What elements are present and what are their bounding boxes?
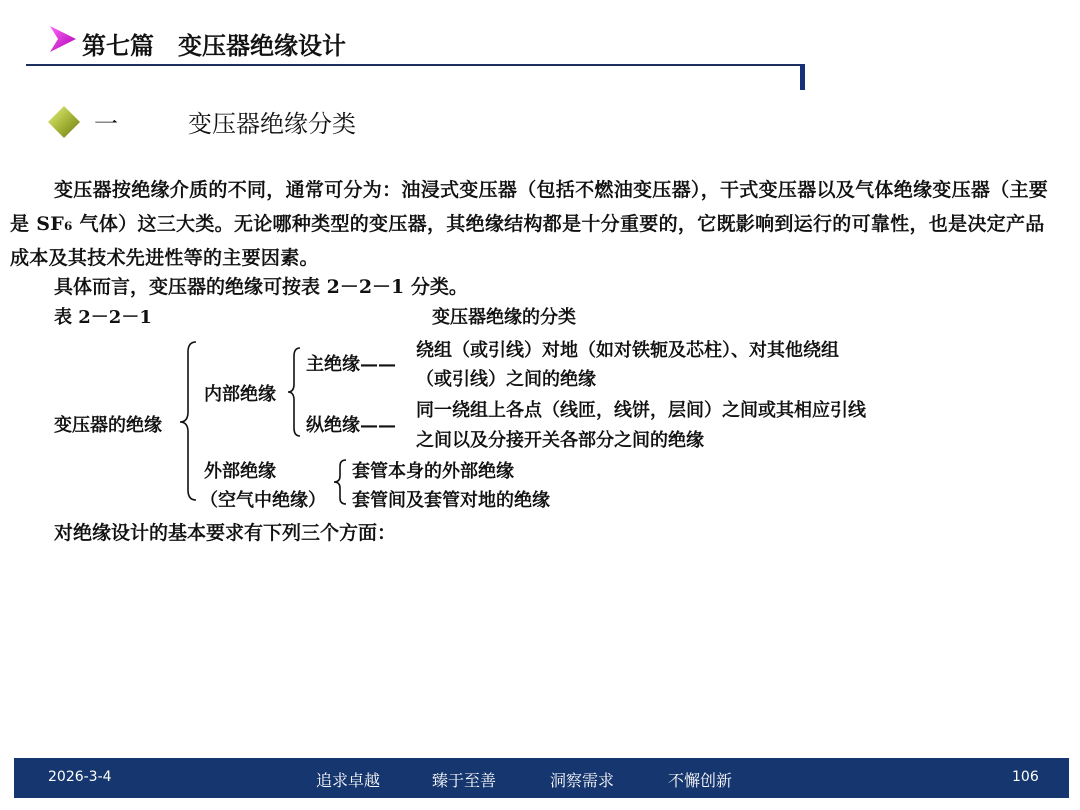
footer-slogan: 洞察需求	[550, 771, 615, 790]
page-number: 106	[1012, 769, 1039, 785]
tree-internal: 内部绝缘	[204, 384, 276, 405]
footer-date: 2026-3-4	[48, 769, 112, 785]
tree-external: 外部绝缘	[204, 461, 276, 482]
section-title: 变压器绝缘分类	[188, 110, 356, 138]
footer-slogan: 追求卓越	[316, 771, 381, 790]
footer-slogan: 不懈创新	[668, 771, 733, 790]
requirements-intro: 对绝缘设计的基本要求有下列三个方面：	[54, 522, 397, 544]
tree-major-desc-1: 绕组（或引线）对地（如对铁轭及芯柱）、对其他绕组	[416, 340, 839, 361]
tree-minor-desc-2: 之间以及分接开关各部分之间的绝缘	[416, 430, 704, 451]
tree-minor: 纵绝缘——	[306, 415, 396, 436]
section-number: 一	[94, 110, 118, 138]
tree-minor-desc-1: 同一绕组上各点（线匝，线饼，层间）之间或其相应引线	[416, 400, 866, 421]
tree-major: 主绝缘——	[306, 354, 396, 375]
intro-paragraph: 变压器按绝缘介质的不同，通常可分为：油浸式变压器（包括不燃油变压器），干式变压器以及气体绝缘变压器（主要是 SF₆ 气体）这三大类。无论哪种类型的变压器，其绝缘结构都是十分重要的，它既影响到运行的可靠性，也是决定产品成本及其技术先进性等的主要因素。	[10, 179, 1049, 269]
tree-external-sub: （空气中绝缘）	[200, 490, 326, 511]
table-title: 变压器绝缘的分类	[432, 307, 576, 328]
slide-title: 第七篇 变压器绝缘设计	[82, 32, 346, 60]
root-brace	[180, 342, 196, 500]
footer-bar	[14, 758, 1069, 798]
tree-major-desc-2: （或引线）之间的绝缘	[416, 369, 596, 390]
footer-slogan: 臻于至善	[432, 771, 497, 790]
tree-root: 变压器的绝缘	[54, 415, 162, 436]
tree-external-item-1: 套管本身的外部绝缘	[352, 461, 514, 482]
tree-external-item-2: 套管间及套管对地的绝缘	[352, 490, 550, 511]
classification-intro: 具体而言，变压器的绝缘可按表 2－2－1 分类。	[54, 276, 468, 298]
external-brace	[334, 460, 346, 504]
internal-brace	[288, 348, 300, 436]
table-label: 表 2－2－1	[54, 307, 152, 328]
